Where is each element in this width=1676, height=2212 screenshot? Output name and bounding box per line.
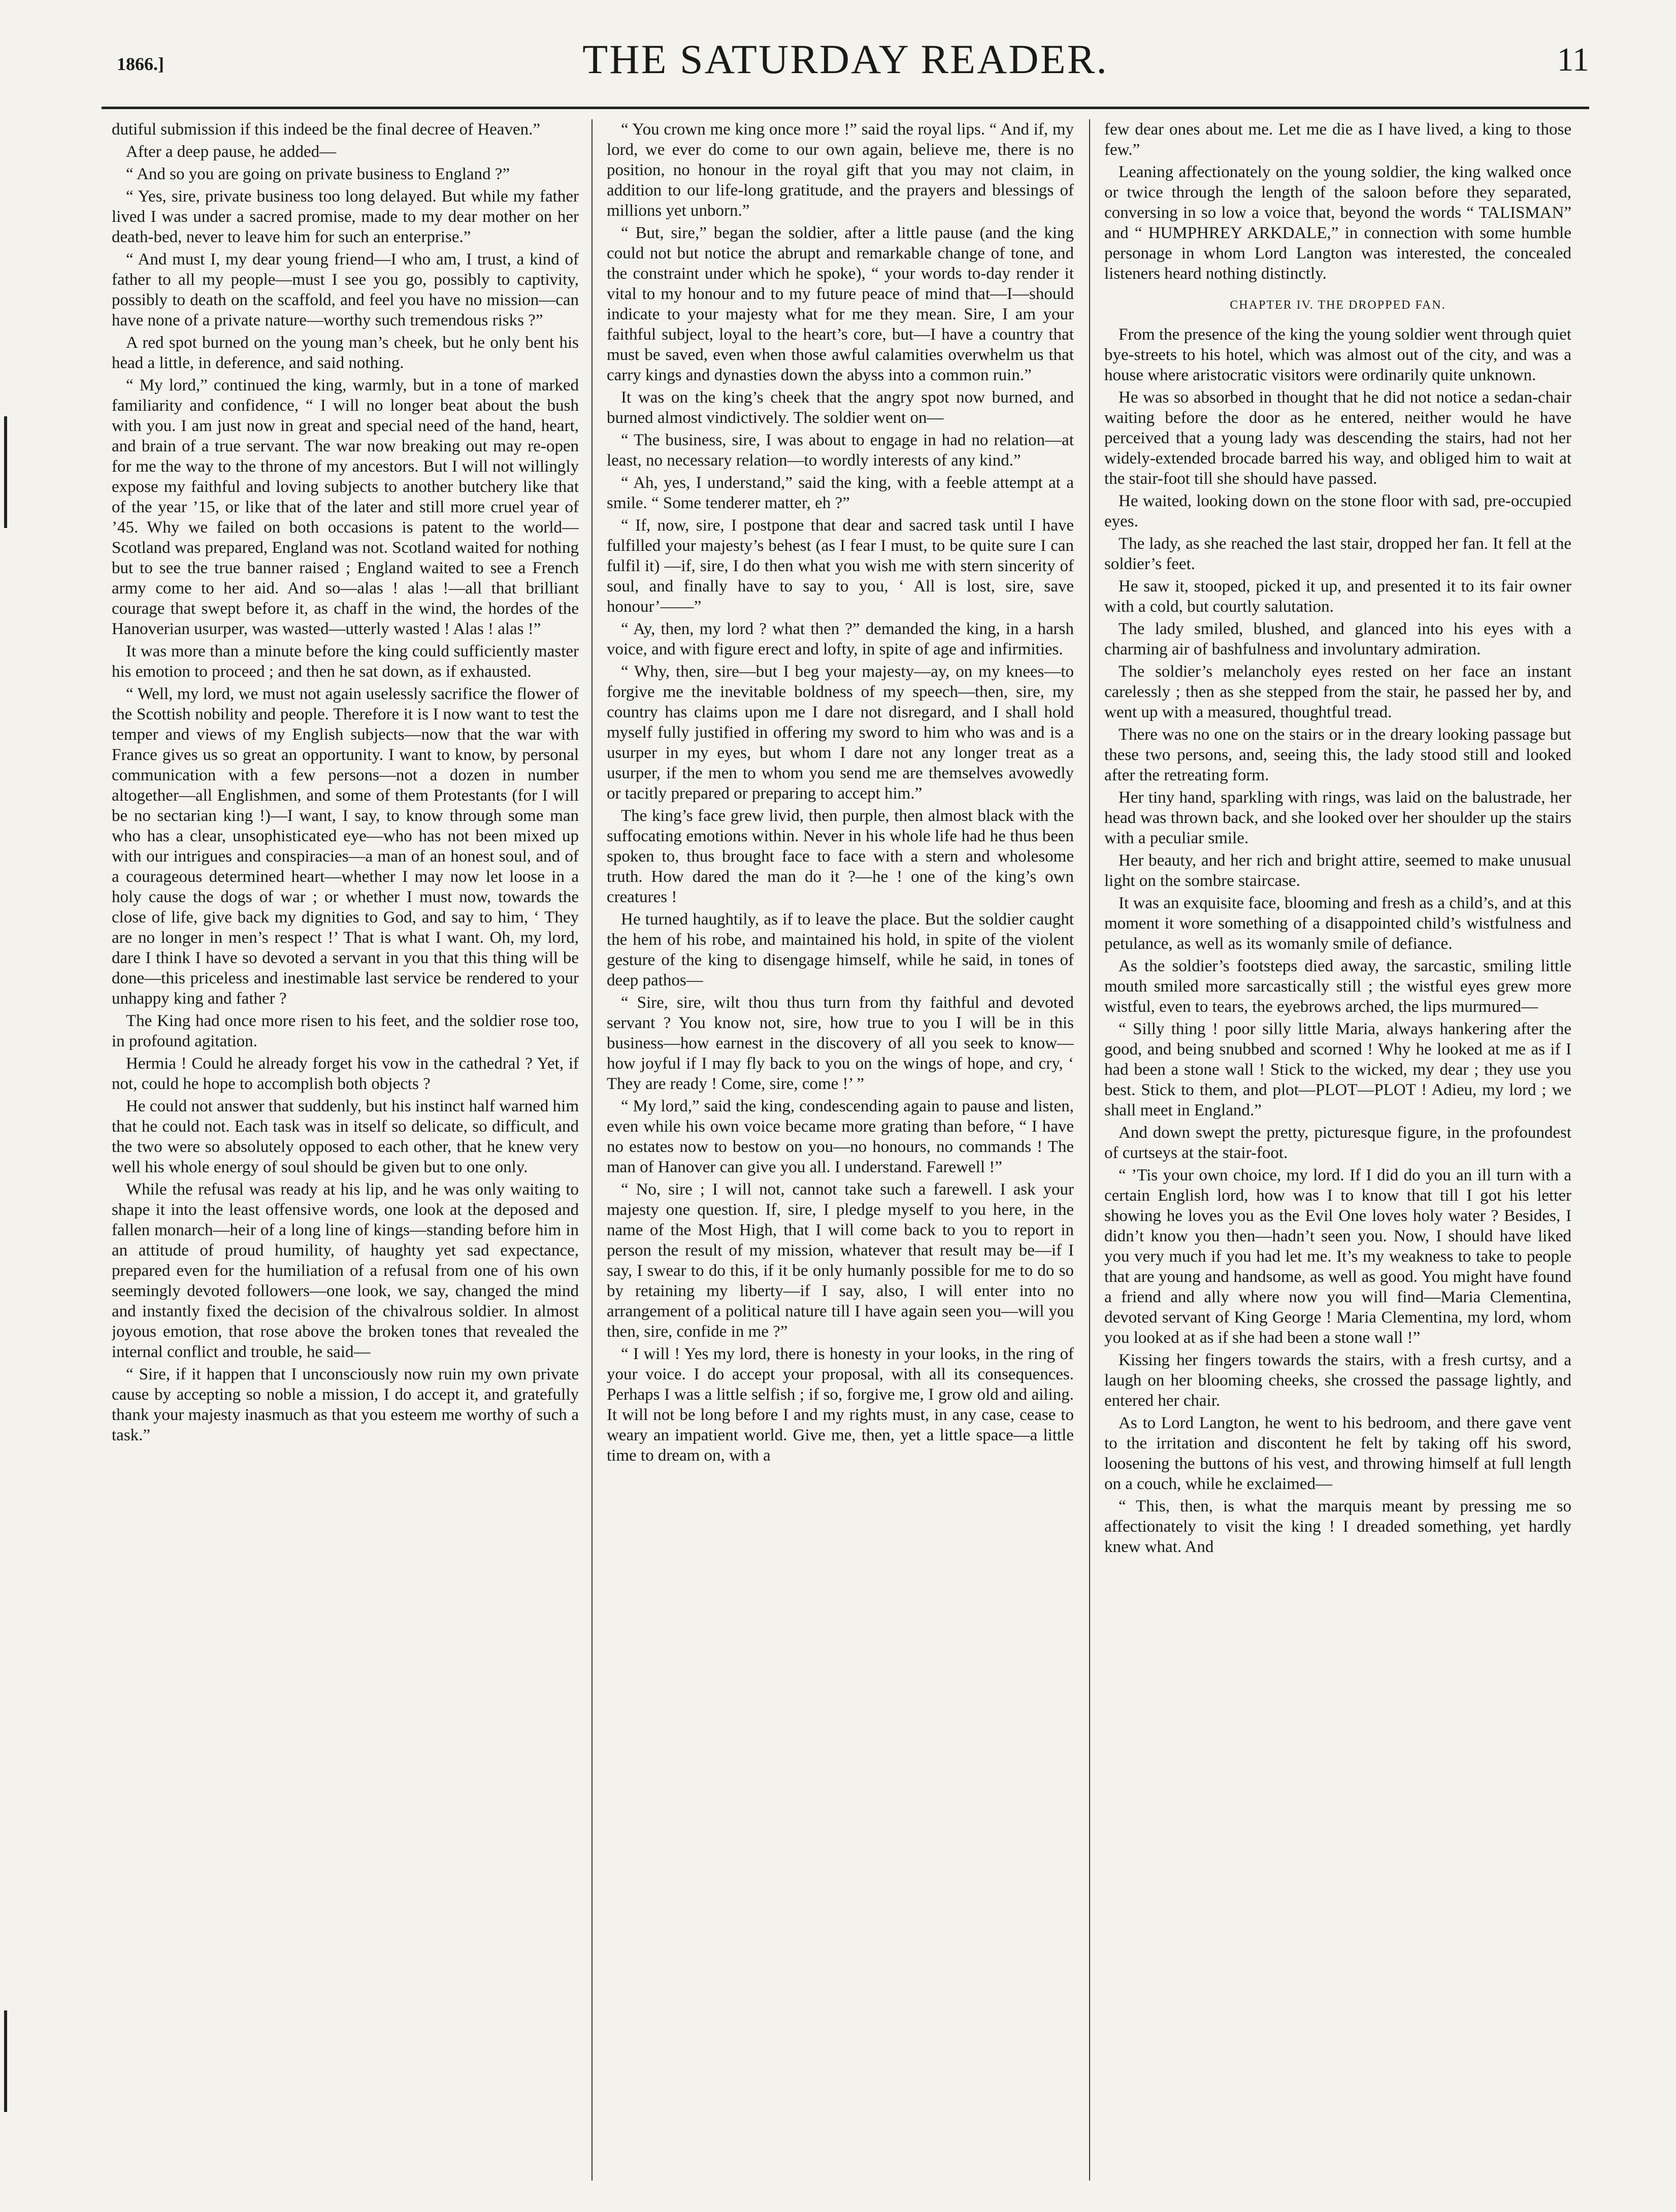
issue-date: 1866.] xyxy=(117,54,164,74)
paragraph: “ Sire, sire, wilt thou thus turn from thy faithful and devoted servant ? You know not, sire, how true to you I will be in this business—how earnest in the discovery of all you seek to know—how joyful if I may fly back to you on the wings of hope, and cry, ‘ They are ready ! Come, sire, come !’ ” xyxy=(607,994,1074,1093)
paragraph: Hermia ! Could he already forget his vow in the cathedral ? Yet, if not, could he hope to accomplish both objects ? xyxy=(112,1054,579,1093)
paragraph: The king’s face grew livid, then purple, then almost black with the suffocating emotions within. Never in his whole life had he thus been spoken to, thus brought face to face with a stern and wholesome truth. How dared the man do it ?—he ! one of the king’s own creatures ! xyxy=(607,807,1074,906)
publication-title: THE SATURDAY READER. xyxy=(582,36,1108,82)
paragraph: The soldier’s melancholy eyes rested on her face an instant carelessly ; then as she stepped from the stair, he passed her by, and went up with a measured, thoughtful tread. xyxy=(1104,663,1571,721)
paragraph: “ This, then, is what the marquis meant by pressing me so affectionately to visit the king ! I dreaded something, yet hardly knew what. And xyxy=(1104,1497,1571,1556)
page-header xyxy=(102,30,1589,107)
paragraph: “ Sire, if it happen that I unconsciously now ruin my own private cause by accepting so noble a mission, I do accept it, and gratefully thank your majesty inasmuch as that you esteem me worthy of such a task.” xyxy=(112,1365,579,1444)
paragraph: “ If, now, sire, I postpone that dear and sacred task until I have fulfilled your majesty’s behest (as I fear I must, to be quite sure I can fulfil it) —if, sire, I do then what you wish me with stern sincerity of soul, and finally have to say to you, ‘ All is lost, sire, save honour’——” xyxy=(607,516,1074,616)
paragraph: It was more than a minute before the king could sufficiently master his emotion to proceed ; and then he sat down, as if exhausted. xyxy=(112,642,579,681)
paragraph: Her beauty, and her rich and bright attire, seemed to make unusual light on the sombre staircase. xyxy=(1104,851,1571,890)
paragraph: He was so absorbed in thought that he did not notice a sedan-chair waiting before the door as he entered, neither would he have perceived that a young lady was descending the stairs, had not her widely-extended brocade barred his way, and obliged him to wait at the stair-foot till she should have passed. xyxy=(1104,388,1571,488)
paragraph: There was no one on the stairs or in the dreary looking passage but these two persons, and, seeing this, the lady stood still and looked after the retreating form. xyxy=(1104,725,1571,784)
paragraph: And down swept the pretty, picturesque figure, in the profoundest of curtseys at the stair-foot. xyxy=(1104,1124,1571,1162)
paragraph: “ Ay, then, my lord ? what then ?” demanded the king, in a harsh voice, and with figure erect and lofty, in spite of age and infirmities. xyxy=(607,620,1074,658)
paragraph: “ And so you are going on private business to England ?” xyxy=(126,165,510,183)
paragraph: Leaning affectionately on the young soldier, the king walked once or twice through the length of the saloon before they separated, conversing in so low a voice that, beyond the words “ TALISMAN” and “ HUMPHREY ARKDALE,” in connection with some humble personage in whom Lord Langton was interested, the concealed listeners heard nothing distinctly. xyxy=(1104,163,1571,283)
paragraph: “ Silly thing ! poor silly little Maria, always hankering after the good, and being snubbed and scorned ! Why he looked at me as if I had been a stone wall ! Stick to the wicked, my dear ; they use you best. Stick to them, and plot—PLOT—PLOT ! Adieu, my lord ; we shall meet in England.” xyxy=(1104,1020,1571,1119)
paragraph: few dear ones about me. Let me die as I have lived, a king to those few.” xyxy=(1104,120,1571,159)
column-divider xyxy=(591,119,593,2181)
column-3 xyxy=(1104,119,1571,2181)
paragraph: “ The business, sire, I was about to engage in had no relation—at least, no necessary relation—to wordly interests of any kind.” xyxy=(607,431,1074,470)
paragraph: Kissing her fingers towards the stairs, with a fresh curtsy, and a laugh on her blooming cheeks, she crossed the passage lightly, and entered her chair. xyxy=(1104,1351,1571,1410)
paragraph: As the soldier’s footsteps died away, the sarcastic, smiling little mouth smiled more sarcastically still ; the wistful eyes grew more wistful, even to tears, the eyebrows arched, the lips murmured— xyxy=(1104,957,1571,1016)
paragraph: The lady smiled, blushed, and glanced into his eyes with a charming air of bashfulness and involuntary admiration. xyxy=(1104,620,1571,658)
paragraph: From the presence of the king the young soldier went through quiet bye-streets to his hotel, which was almost out of the city, and was a house where aristocratic visitors were ordinarily quite unknown. xyxy=(1104,325,1571,384)
paragraph: The King had once more risen to his feet, and the soldier rose too, in profound agitation. xyxy=(112,1012,579,1050)
paragraph: “ No, sire ; I will not, cannot take such a farewell. I ask your majesty one question. If, sire, I pledge myself to you here, in the name of the Most High, that I will come back to you to report in person the result of my mission, whatever that result may be—if I say, I swear to do this, if it be only humanly possible for me to do so by retaining my liberty—if I say, also, I will enter into no arrangement of a political nature till I have again seen you—will you then, sire, confide in me ?” xyxy=(607,1180,1074,1341)
paragraph: “ ’Tis your own choice, my lord. If I did do you an ill turn with a certain English lord, how was I to know that till I got his letter showing he loves you as the Evil One loves holy water ? Besides, I didn’t know you then—hadn’t seen you. Now, I should have liked you very much if you had let me. It’s my weakness to take to people that are young and handsome, as well as good. You might have found a friend and ally where now you will find—Maria Clementina, devoted servant of King George ! Maria Clementina, my lord, whom you looked at as if she had been a stone wall !” xyxy=(1104,1166,1571,1347)
binding-edge-mark xyxy=(4,2010,7,2112)
paragraph: As to Lord Langton, he went to his bedroom, and there gave vent to the irritation and discontent he felt by taking off his sword, loosening the buttons of his vest, and throwing himself at full length on a couch, while he exclaimed— xyxy=(1104,1414,1571,1493)
paragraph: After a deep pause, he added— xyxy=(126,143,337,161)
paragraph: “ Yes, sire, private business too long delayed. But while my father lived I was under a sacred promise, made to my dear mother on her death-bed, never to leave him for such an enterprise.” xyxy=(112,187,579,246)
paragraph: “ My lord,” said the king, condescending again to pause and listen, even while his own voice became more grating than before, “ I have no estates now to bestow on you—no honours, no commands ! The man of Hanover can give you all. I understand. Farewell !” xyxy=(607,1097,1074,1176)
paragraph: It was an exquisite face, blooming and fresh as a child’s, and at this moment it wore something of a disappointed child’s wistfulness and petulance, as well as its womanly smile of defiance. xyxy=(1104,894,1571,953)
paragraph: dutiful submission if this indeed be the final decree of Heaven.” xyxy=(112,120,540,139)
paragraph: A red spot burned on the young man’s cheek, but he only bent his head a little, in deference, and said nothing. xyxy=(112,334,579,372)
paragraph: “ My lord,” continued the king, warmly, but in a tone of marked familiarity and confidence, “ I will no longer beat about the bush with you. I am just now in great and special need of the hand, heart, and brain of a true servant. The war now breaking out may re-open for me the way to the throne of my ancestors. But I will not willingly expose my faithful and loving subjects to another butchery like that of the year ’15, or like that of the later and still more cruel year of ’45. Why we failed on both occasions is patent to the world—Scotland was prepared, England was not. Scotland waited for nothing but to see the true banner raised ; England waited to see a French army come to her aid. And so—alas ! alas !—all that brilliant courage that swept before it, as chaff in the wind, the hordes of the Hanoverian usurper, was wasted—utterly wasted ! Alas ! alas !” xyxy=(112,376,579,638)
paragraph: He saw it, stooped, picked it up, and presented it to its fair owner with a cold, but courtly salutation. xyxy=(1104,577,1571,616)
paragraph: He turned haughtily, as if to leave the place. But the soldier caught the hem of his robe, and maintained his hold, in spite of the violent gesture of the king to disengage himself, while he said, in tones of deep pathos— xyxy=(607,910,1074,989)
chapter-heading: CHAPTER IV. THE DROPPED FAN. xyxy=(1230,299,1446,312)
column-2 xyxy=(607,119,1074,2181)
paragraph: While the refusal was ready at his lip, and he was only waiting to shape it into the least offensive words, one look at the deposed and fallen monarch—heir of a long line of kings—standing before him in an attitude of proud humility, of haughty yet sad expectance, prepared even for the humiliation of a refusal from one of his own seemingly devoted followers—one look, we say, changed the mind and instantly fixed the decision of the chivalrous soldier. In almost joyous emotion, that rose above the broken tones that revealed the internal conflict and trouble, he said— xyxy=(112,1180,579,1361)
paragraph: “ Ah, yes, I understand,” said the king, with a feeble attempt at a smile. “ Some tenderer matter, eh ?” xyxy=(607,474,1074,512)
paragraph: “ And must I, my dear young friend—I who am, I trust, a kind of father to all my people—must I see you go, possibly to captivity, possibly to death on the scaffold, and feel you have no mission—can have none of a private nature—worthy such tremendous risks ?” xyxy=(112,250,579,329)
paragraph: “ I will ! Yes my lord, there is honesty in your looks, in the ring of your voice. I do accept your proposal, with all its consequences. Perhaps I was a little selfish ; if so, forgive me, I grow old and ailing. It will not be long before I and my rights must, in any case, cease to weary an impatient world. Give me, then, yet a little space—a little time to dream on, with a xyxy=(607,1345,1074,1465)
paragraph: “ Why, then, sire—but I beg your majesty—ay, on my knees—to forgive me the inevitable boldness of my speech—then, sire, my country has claims upon me I dare not disregard, and I shall hold myself fully justified in offering my sword to him who was and is a usurper in my eyes, but whom I dare not any longer treat as a usurper, if the men to whom you send me are themselves avowedly or tacitly prepared or preparing to accept him.” xyxy=(607,663,1074,803)
binding-edge-mark xyxy=(4,416,7,528)
paragraph: “ But, sire,” began the soldier, after a little pause (and the king could not but notice the abrupt and remarkable change of tone, and the constraint under which he spoke), “ your words to-day render it vital to my honour and to my future peace of mind that—I—should indicate to your majesty what for me they mean. Sire, I am your faithful subject, loyal to the heart’s core, but—I have a country that must be saved, even when those awful calamities overwhelm us that carry kings and dynasties down the abyss into a common ruin.” xyxy=(607,224,1074,384)
paragraph: Her tiny hand, sparkling with rings, was laid on the balustrade, her head was thrown back, and she looked over her shoulder up the stairs with a peculiar smile. xyxy=(1104,788,1571,847)
column-1 xyxy=(112,119,579,2181)
paragraph: The lady, as she reached the last stair, dropped her fan. It fell at the soldier’s feet. xyxy=(1104,535,1571,573)
paragraph: It was on the king’s cheek that the angry spot now burned, and burned almost vindictively. The soldier went on— xyxy=(607,388,1074,427)
newspaper-page xyxy=(102,30,1589,2183)
page-number: 11 xyxy=(1557,41,1589,78)
paragraph: “ Well, my lord, we must not again uselessly sacrifice the flower of the Scottish nobility and people. Therefore it is I now want to test the temper and views of my English subjects—now that the war with France gives us so great an opportunity. I want to know, by personal communication with a few persons—not a dozen in number altogether—all Englishmen, and some of them Protestants (for I will be no sectarian king !)—I want, I say, to know through some man who has a clear, unsophisticated eye—who has not been mixed up with our intrigues and conspiracies—a man of an honest soul, and of a courageous determined heart—whether I may now let loose in a holy cause the dogs of war ; or whether I must now, towards the close of life, give back my dignities to God, and say to him, ‘ They are no longer in men’s respect !’ That is what I want. Oh, my lord, dare I think I have so devoted a servant in you that this thing will be done—this priceless and inestimable last service be rendered to your unhappy king and father ? xyxy=(112,685,579,1008)
header-rule xyxy=(102,107,1589,109)
column-divider xyxy=(1089,119,1090,2181)
paragraph: He waited, looking down on the stone floor with sad, pre-occupied eyes. xyxy=(1104,492,1571,531)
paragraph: He could not answer that suddenly, but his instinct half warned him that he could not. Each task was in itself so delicate, so difficult, and the two were so absolutely opposed to each other, that he knew very well his whole energy of soul should be given but to one only. xyxy=(112,1097,579,1176)
paragraph: “ You crown me king once more !” said the royal lips. “ And if, my lord, we ever do come to our own again, believe me, there is no position, no honour in the royal gift that you may not claim, in addition to our life-long gratitude, and the prayers and blessings of millions yet unborn.” xyxy=(607,120,1074,220)
